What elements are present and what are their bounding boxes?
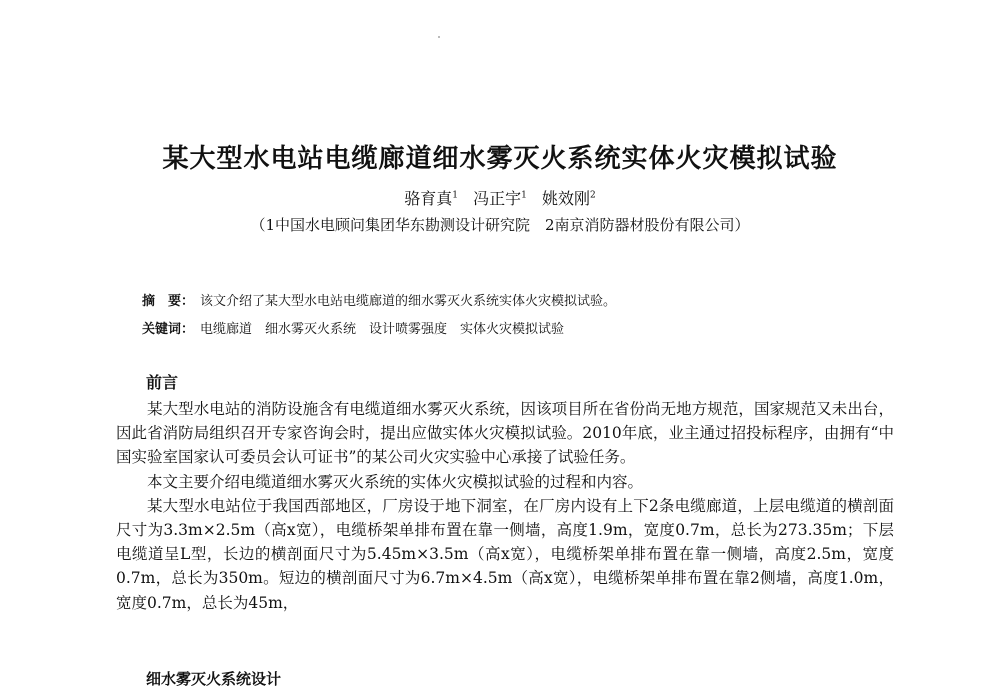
keywords-text: 电缆廊道 细水雾灭火系统 设计喷雾强度 实体火灾模拟试验 <box>200 322 565 337</box>
abstract <box>142 290 922 309</box>
paper-title: 某大型水电站电缆廊道细水雾灭火系统实体火灾模拟试验 <box>162 144 838 174</box>
body-text <box>116 397 894 615</box>
body-paragraph: 本文主要介绍电缆道细水雾灭火系统的实体火灾模拟试验的过程和内容。 <box>147 472 644 491</box>
next-section-heading-partial: 细水雾灭火系统设计 <box>146 670 282 688</box>
author-name: 骆育真 <box>404 189 453 208</box>
author-name: 冯正宇 <box>473 189 522 208</box>
author-line <box>0 186 1000 209</box>
abstract-label: 摘 要： <box>142 294 195 309</box>
author-name: 姚效刚 <box>541 189 590 208</box>
keywords <box>142 318 922 337</box>
section-heading: 前言 <box>146 373 179 392</box>
author-affil-mark: 1 <box>452 190 459 201</box>
author-affil-mark: 2 <box>589 190 596 201</box>
body-paragraph: 某大型水电站位于我国西部地区，厂房设于地下洞室，在厂房内设有上下2条电缆廊道，上层电缆道的横剖面尺寸为3.3m×2.5m（高x宽），电缆桥架单排布置在靠一侧墙，高度1.9m，宽度0.7m，总长为273.35m；下层电缆道呈L型，长边的横剖面尺寸为5.45m×3.5m（高x宽），电缆桥架单排布置在靠一侧墙，高度2.5m，宽度0.7m，总长为350m。短边的横剖面尺寸为6.7m×4.5m（高x宽），电缆桥架单排布置在靠2侧墙，高度1.0m，宽度0.7m，总长为45m， <box>116 496 894 612</box>
affiliations: （1中国水电顾问集团华东勘测设计研究院 2南京消防器材股份有限公司） <box>250 216 750 234</box>
author-affil-mark: 1 <box>521 190 527 201</box>
abstract-text: 该文介绍了某大型水电站电缆廊道的细水雾灭火系统实体火灾模拟试验。 <box>200 294 617 309</box>
body-paragraph: 某大型水电站的消防设施含有电缆道细水雾灭火系统，因该项目所在省份尚无地方规范，国家规范又未出台，因此省消防局组织召开专家咨询会时，提出应做实体火灾模拟试验。2010年底，业主通过招投标程序，由拥有“中国实验室国家认可委员会认可证书”的某公司火灾实验中心承接了试验任务。 <box>116 400 894 467</box>
scan-speck <box>438 36 440 38</box>
keywords-label: 关键词： <box>142 322 195 337</box>
